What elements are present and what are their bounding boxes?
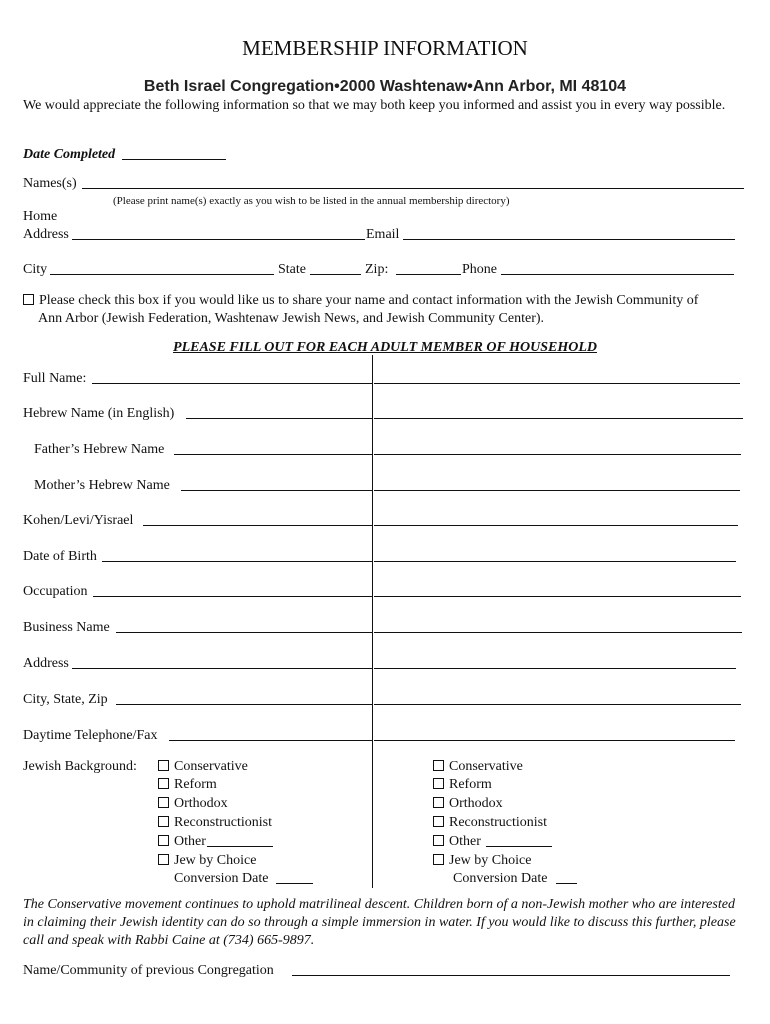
address-label: Address [23, 227, 69, 242]
option-jew-by-choice-2[interactable]: Jew by Choice [433, 852, 531, 869]
checkbox[interactable] [158, 797, 169, 808]
household-heading: PLEASE FILL OUT FOR EACH ADULT MEMBER OF HOUSEHOLD [173, 340, 597, 355]
previous-congregation-field[interactable] [292, 975, 730, 976]
conversion-date-field-1[interactable] [276, 883, 313, 884]
phone-field[interactable] [501, 274, 734, 275]
business-name-field-1[interactable] [116, 632, 372, 633]
option-conservative-2[interactable]: Conservative [433, 758, 523, 775]
option-jew-by-choice-1[interactable]: Jew by Choice [158, 852, 256, 869]
fathers-hebrew-name-label: Father’s Hebrew Name [34, 442, 165, 457]
checkbox[interactable] [158, 854, 169, 865]
checkbox[interactable] [158, 835, 169, 846]
home-label: Home [23, 209, 58, 224]
date-completed-field[interactable] [122, 159, 226, 160]
conversion-date-field-2[interactable] [556, 883, 577, 884]
checkbox[interactable] [433, 778, 444, 789]
conversion-date-label-2: Conversion Date [453, 871, 548, 886]
share-row [23, 292, 698, 309]
state-field[interactable] [310, 274, 361, 275]
checkbox[interactable] [433, 854, 444, 865]
kohen-levi-yisrael-field-1[interactable] [143, 525, 372, 526]
conversion-date-label-1: Conversion Date [174, 871, 269, 886]
email-field[interactable] [403, 239, 735, 240]
option-reconstructionist-1[interactable]: Reconstructionist [158, 814, 272, 831]
checkbox[interactable] [158, 816, 169, 827]
option-reform-2[interactable]: Reform [433, 776, 492, 793]
checkbox[interactable] [433, 760, 444, 771]
share-checkbox[interactable] [23, 294, 34, 305]
city-state-zip-field-1[interactable] [116, 704, 372, 705]
names-note: (Please print name(s) exactly as you wish to be listed in the annual membership directory) [113, 195, 510, 207]
checkbox[interactable] [433, 797, 444, 808]
share-text-line2: Ann Arbor (Jewish Federation, Washtenaw Jewish News, and Jewish Community Center). [38, 311, 545, 326]
kohen-levi-yisrael-field-2[interactable] [374, 525, 738, 526]
full-name-field-2[interactable] [374, 383, 740, 384]
checkbox[interactable] [158, 778, 169, 789]
business-name-field-2[interactable] [374, 632, 742, 633]
full-name-field-1[interactable] [92, 383, 372, 384]
full-name-label: Full Name: [23, 371, 87, 386]
hebrew-name-field-2[interactable] [374, 418, 743, 419]
occupation-label: Occupation [23, 584, 88, 599]
checkbox[interactable] [433, 816, 444, 827]
daytime-telephone-field-1[interactable] [169, 740, 372, 741]
share-text-line1: Please check this box if you would like us to share your name and contact information with the Jewish Community of [39, 293, 699, 308]
kohen-levi-yisrael-label: Kohen/Levi/Yisrael [23, 513, 134, 528]
business-name-label: Business Name [23, 620, 110, 635]
mothers-hebrew-name-field-2[interactable] [374, 490, 740, 491]
option-reconstructionist-2[interactable]: Reconstructionist [433, 814, 547, 831]
option-orthodox-2[interactable]: Orthodox [433, 795, 503, 812]
daytime-telephone-field-2[interactable] [374, 740, 735, 741]
date-of-birth-label: Date of Birth [23, 549, 97, 564]
city-state-zip-field-2[interactable] [374, 704, 741, 705]
option-other-1[interactable]: Other [158, 833, 206, 850]
checkbox[interactable] [433, 835, 444, 846]
option-other-2[interactable]: Other [433, 833, 481, 850]
email-label: Email [366, 227, 400, 242]
date-of-birth-field-1[interactable] [102, 561, 372, 562]
phone-label: Phone [462, 262, 497, 277]
household-address-label: Address [23, 656, 69, 671]
names-field[interactable] [82, 188, 744, 189]
city-state-zip-label: City, State, Zip [23, 692, 108, 707]
date-of-birth-field-2[interactable] [374, 561, 736, 562]
hebrew-name-label: Hebrew Name (in English) [23, 406, 175, 421]
daytime-telephone-label: Daytime Telephone/Fax [23, 728, 158, 743]
fathers-hebrew-name-field-1[interactable] [174, 454, 372, 455]
intro-text: We would appreciate the following information so that we may both keep you informed and assist you in every way possible. [23, 98, 726, 113]
page-title: MEMBERSHIP INFORMATION [242, 36, 528, 60]
occupation-field-2[interactable] [374, 596, 741, 597]
option-orthodox-1[interactable]: Orthodox [158, 795, 228, 812]
address-field[interactable] [72, 239, 365, 240]
city-field[interactable] [50, 274, 274, 275]
matrilineal-descent-note: The Conservative movement continues to uphold matrilineal descent. Children born of a non-Jewish mother who are interested in claiming their Jewish identity can do so through a simple immersion in water. If you would like to discuss this further, please call and speak with Rabbi Caine at (734) 665-9897. [23, 897, 736, 948]
occupation-field-1[interactable] [93, 596, 372, 597]
state-label: State [278, 262, 306, 277]
names-label: Names(s) [23, 176, 77, 191]
column-divider [372, 355, 373, 888]
previous-congregation-label: Name/Community of previous Congregation [23, 963, 274, 978]
jewish-background-label: Jewish Background: [23, 759, 137, 774]
mothers-hebrew-name-field-1[interactable] [181, 490, 372, 491]
household-address-field-2[interactable] [374, 668, 736, 669]
fathers-hebrew-name-field-2[interactable] [374, 454, 741, 455]
city-label: City [23, 262, 48, 277]
hebrew-name-field-1[interactable] [186, 418, 372, 419]
other-field-1[interactable] [207, 846, 273, 847]
zip-field[interactable] [396, 274, 461, 275]
option-reform-1[interactable]: Reform [158, 776, 217, 793]
date-completed-label: Date Completed [23, 147, 116, 162]
checkbox[interactable] [158, 760, 169, 771]
option-conservative-1[interactable]: Conservative [158, 758, 248, 775]
other-field-2[interactable] [486, 846, 552, 847]
zip-label: Zip: [365, 262, 389, 277]
mothers-hebrew-name-label: Mother’s Hebrew Name [34, 478, 170, 493]
household-address-field-1[interactable] [72, 668, 372, 669]
congregation-address: Beth Israel Congregation•2000 Washtenaw•Ann Arbor, MI 48104 [143, 78, 627, 95]
